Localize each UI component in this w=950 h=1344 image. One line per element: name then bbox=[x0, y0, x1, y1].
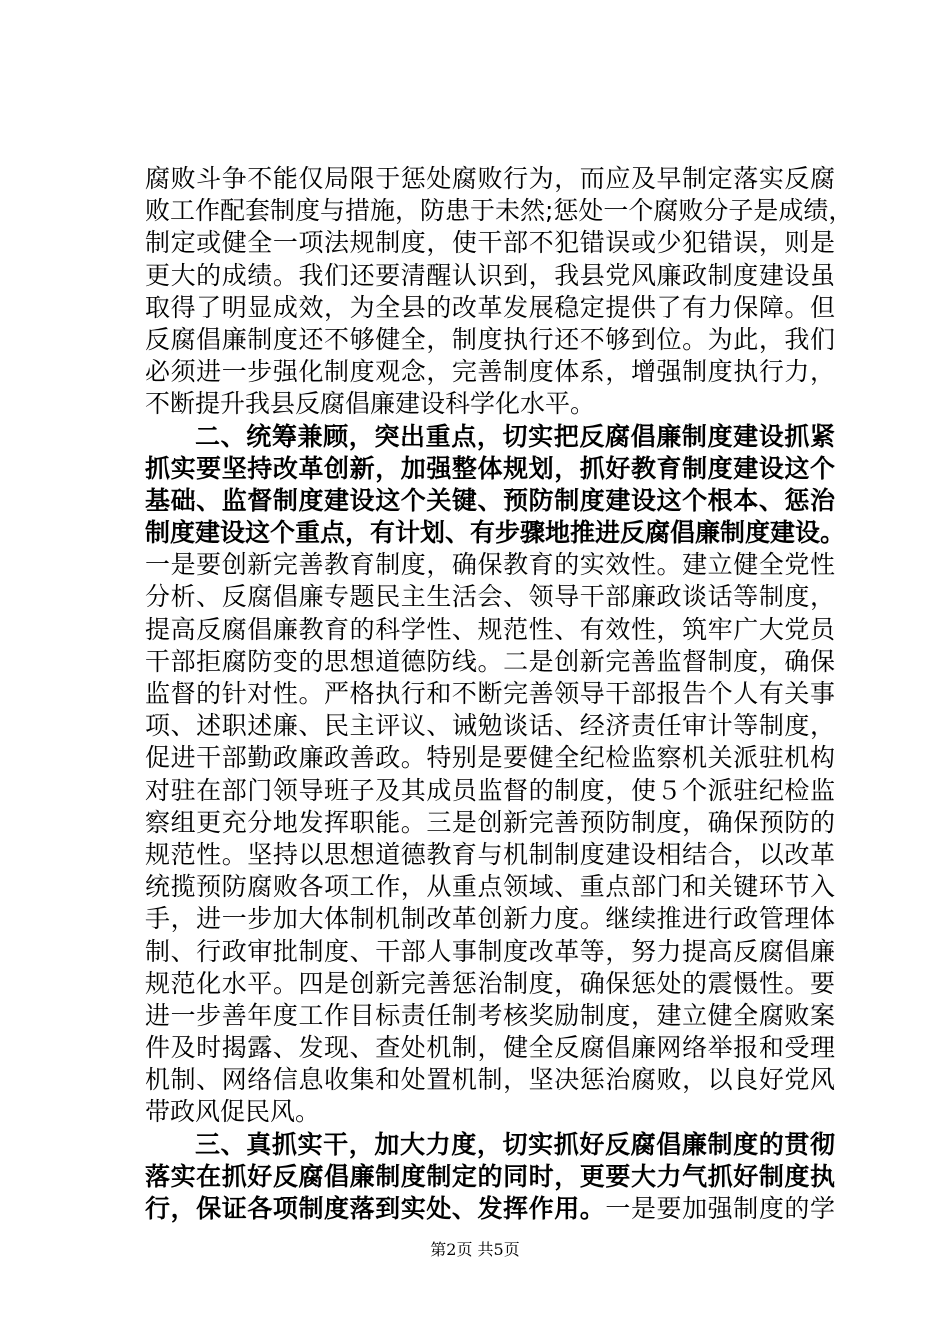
body-fragment: 一是要加强制度的学 bbox=[605, 1194, 835, 1223]
text-line: 更大的成绩。我们还要清醒认识到，我县党风廉政制度建设虽 bbox=[145, 260, 835, 290]
text-line: 分析、反腐倡廉专题民主生活会、领导干部廉政谈话等制度， bbox=[145, 582, 835, 612]
text-line: 对驻在部门领导班子及其成员监督的制度，使５个派驻纪检监 bbox=[145, 775, 835, 805]
heading-line: 抓实要坚持改革创新，加强整体规划，抓好教育制度建设这个 bbox=[145, 453, 835, 483]
section-3-heading bbox=[145, 1129, 835, 1226]
text-line: 干部拒腐防变的思想道德防线。二是创新完善监督制度，确保 bbox=[145, 646, 835, 676]
text-line: 制、行政审批制度、干部人事制度改革等，努力提高反腐倡廉 bbox=[145, 936, 835, 966]
heading-fragment: 行，保证各项制度落到实处、发挥作用。 bbox=[145, 1194, 606, 1223]
text-line: 进一步善年度工作目标责任制考核奖励制度，建立健全腐败案 bbox=[145, 1000, 835, 1030]
text-line: 规范化水平。四是创新完善惩治制度，确保惩处的震慑性。要 bbox=[145, 968, 835, 998]
paragraph-1 bbox=[145, 163, 854, 421]
page-total: 共5页 bbox=[477, 1240, 520, 1259]
page-number: 第2页 bbox=[430, 1240, 473, 1259]
text-line: 败工作配套制度与措施，防患于未然;惩处一个腐败分子是成绩， bbox=[145, 196, 854, 226]
text-line: 制定或健全一项法规制度，使干部不犯错误或少犯错误，则是 bbox=[145, 228, 835, 258]
heading-line: 二、统筹兼顾，突出重点，切实把反腐倡廉制度建设抓紧 bbox=[195, 421, 835, 451]
mixed-line bbox=[145, 1193, 835, 1225]
text-line: 取得了明显成效，为全县的改革发展稳定提供了有力保障。但 bbox=[145, 292, 835, 322]
text-line: 手，进一步加大体制机制改革创新力度。继续推进行政管理体 bbox=[145, 904, 835, 934]
heading-line: 基础、监督制度建设这个关键、预防制度建设这个根本、惩治 bbox=[145, 485, 835, 515]
text-line: 项、述职述廉、民主评议、诫勉谈话、经济责任审计等制度， bbox=[145, 711, 835, 741]
heading-line: 落实在抓好反腐倡廉制度制定的同时，更要大力气抓好制度执 bbox=[145, 1161, 835, 1191]
text-line: 促进干部勤政廉政善政。特别是要健全纪检监察机关派驻机构 bbox=[145, 743, 835, 773]
text-line: 件及时揭露、发现、查处机制，健全反腐倡廉网络举报和受理 bbox=[145, 1033, 835, 1063]
text-line: 不断提升我县反腐倡廉建设科学化水平。 bbox=[145, 389, 596, 419]
text-line: 必须进一步强化制度观念，完善制度体系，增强制度执行力， bbox=[145, 357, 835, 387]
text-line: 监督的针对性。严格执行和不断完善领导干部报告个人有关事 bbox=[145, 679, 835, 708]
heading-line: 制度建设这个重点，有计划、有步骤地推进反腐倡廉制度建设。 bbox=[145, 518, 846, 548]
text-line: 一是要创新完善教育制度，确保教育的实效性。建立健全党性 bbox=[145, 550, 835, 580]
heading-line: 三、真抓实干，加大力度，切实抓好反腐倡廉制度的贯彻 bbox=[195, 1129, 835, 1159]
text-line: 提高反腐倡廉教育的科学性、规范性、有效性，筑牢广大党员 bbox=[145, 614, 835, 644]
text-line: 机制、网络信息收集和处置机制，坚决惩治腐败，以良好党风 bbox=[145, 1065, 835, 1095]
text-line: 带政风促民风。 bbox=[145, 1097, 321, 1127]
page-footer bbox=[0, 1237, 950, 1260]
text-line: 腐败斗争不能仅局限于惩处腐败行为，而应及早制定落实反腐 bbox=[145, 164, 835, 193]
section-2-heading bbox=[145, 421, 846, 550]
text-line: 察组更充分地发挥职能。三是创新完善预防制度，确保预防的 bbox=[145, 807, 835, 837]
text-line: 规范性。坚持以思想道德教育与机制制度建设相结合，以改革 bbox=[145, 839, 835, 869]
paragraph-2 bbox=[145, 549, 835, 1128]
text-line: 统揽预防腐败各项工作，从重点领域、重点部门和关键环节入 bbox=[145, 872, 835, 902]
document-body bbox=[145, 163, 854, 1225]
text-line: 反腐倡廉制度还不够健全，制度执行还不够到位。为此，我们 bbox=[145, 324, 835, 354]
